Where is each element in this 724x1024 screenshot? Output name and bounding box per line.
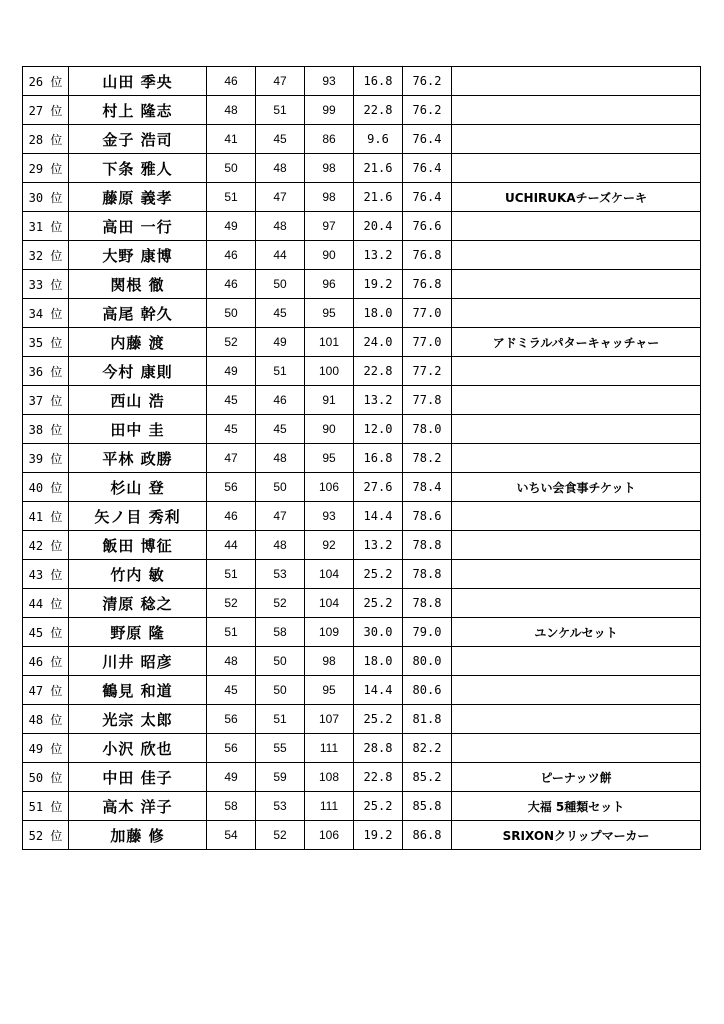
out-score-cell: 49 (207, 357, 256, 386)
prize-cell: いちい会食事チケット (452, 473, 701, 502)
player-name-cell: 山田 季央 (69, 67, 207, 96)
net-score-cell: 77.0 (403, 299, 452, 328)
gross-score-cell: 90 (305, 415, 354, 444)
prize-cell (452, 96, 701, 125)
handicap-cell: 19.2 (354, 270, 403, 299)
prize-cell (452, 676, 701, 705)
net-score-cell: 78.4 (403, 473, 452, 502)
gross-score-cell: 96 (305, 270, 354, 299)
out-score-cell: 44 (207, 531, 256, 560)
player-name-cell: 小沢 欣也 (69, 734, 207, 763)
out-score-cell: 46 (207, 67, 256, 96)
prize-cell (452, 299, 701, 328)
in-score-cell: 58 (256, 618, 305, 647)
gross-score-cell: 104 (305, 560, 354, 589)
handicap-cell: 25.2 (354, 589, 403, 618)
gross-score-cell: 97 (305, 212, 354, 241)
net-score-cell: 76.4 (403, 154, 452, 183)
rank-cell: 40 位 (23, 473, 69, 502)
rank-cell: 41 位 (23, 502, 69, 531)
player-name-cell: 下条 雅人 (69, 154, 207, 183)
prize-cell (452, 589, 701, 618)
prize-cell (452, 444, 701, 473)
table-row (23, 444, 701, 473)
net-score-cell: 76.6 (403, 212, 452, 241)
net-score-cell: 76.4 (403, 183, 452, 212)
gross-score-cell: 93 (305, 67, 354, 96)
out-score-cell: 48 (207, 647, 256, 676)
prize-cell (452, 560, 701, 589)
out-score-cell: 56 (207, 473, 256, 502)
prize-cell (452, 647, 701, 676)
in-score-cell: 48 (256, 154, 305, 183)
net-score-cell: 78.2 (403, 444, 452, 473)
net-score-cell: 85.2 (403, 763, 452, 792)
out-score-cell: 48 (207, 96, 256, 125)
handicap-cell: 13.2 (354, 241, 403, 270)
table-row (23, 792, 701, 821)
table-row (23, 125, 701, 154)
table-row (23, 328, 701, 357)
rank-cell: 32 位 (23, 241, 69, 270)
out-score-cell: 56 (207, 705, 256, 734)
out-score-cell: 46 (207, 270, 256, 299)
in-score-cell: 51 (256, 96, 305, 125)
rank-cell: 51 位 (23, 792, 69, 821)
rank-cell: 29 位 (23, 154, 69, 183)
net-score-cell: 80.0 (403, 647, 452, 676)
gross-score-cell: 95 (305, 444, 354, 473)
out-score-cell: 49 (207, 763, 256, 792)
player-name-cell: 光宗 太郎 (69, 705, 207, 734)
net-score-cell: 78.8 (403, 531, 452, 560)
gross-score-cell: 90 (305, 241, 354, 270)
net-score-cell: 76.2 (403, 67, 452, 96)
gross-score-cell: 106 (305, 821, 354, 850)
in-score-cell: 46 (256, 386, 305, 415)
player-name-cell: 中田 佳子 (69, 763, 207, 792)
gross-score-cell: 104 (305, 589, 354, 618)
net-score-cell: 78.8 (403, 589, 452, 618)
prize-cell (452, 212, 701, 241)
rank-cell: 38 位 (23, 415, 69, 444)
prize-cell: ユンケルセット (452, 618, 701, 647)
net-score-cell: 77.0 (403, 328, 452, 357)
gross-score-cell: 92 (305, 531, 354, 560)
table-row (23, 183, 701, 212)
prize-cell (452, 531, 701, 560)
handicap-cell: 25.2 (354, 705, 403, 734)
in-score-cell: 47 (256, 502, 305, 531)
gross-score-cell: 95 (305, 676, 354, 705)
in-score-cell: 45 (256, 125, 305, 154)
prize-cell (452, 386, 701, 415)
prize-cell (452, 154, 701, 183)
player-name-cell: 田中 圭 (69, 415, 207, 444)
prize-cell: UCHIRUKAチーズケーキ (452, 183, 701, 212)
net-score-cell: 82.2 (403, 734, 452, 763)
handicap-cell: 28.8 (354, 734, 403, 763)
gross-score-cell: 107 (305, 705, 354, 734)
handicap-cell: 19.2 (354, 821, 403, 850)
in-score-cell: 50 (256, 473, 305, 502)
player-name-cell: 高田 一行 (69, 212, 207, 241)
out-score-cell: 51 (207, 183, 256, 212)
handicap-cell: 24.0 (354, 328, 403, 357)
net-score-cell: 76.8 (403, 241, 452, 270)
net-score-cell: 77.2 (403, 357, 452, 386)
table-row (23, 502, 701, 531)
handicap-cell: 22.8 (354, 763, 403, 792)
in-score-cell: 49 (256, 328, 305, 357)
player-name-cell: 金子 浩司 (69, 125, 207, 154)
out-score-cell: 51 (207, 618, 256, 647)
out-score-cell: 52 (207, 589, 256, 618)
in-score-cell: 45 (256, 415, 305, 444)
table-row (23, 618, 701, 647)
gross-score-cell: 91 (305, 386, 354, 415)
gross-score-cell: 101 (305, 328, 354, 357)
rank-cell: 45 位 (23, 618, 69, 647)
table-row (23, 357, 701, 386)
rank-cell: 50 位 (23, 763, 69, 792)
net-score-cell: 86.8 (403, 821, 452, 850)
prize-cell: ピーナッツ餅 (452, 763, 701, 792)
prize-cell (452, 241, 701, 270)
rank-cell: 33 位 (23, 270, 69, 299)
rank-cell: 28 位 (23, 125, 69, 154)
in-score-cell: 50 (256, 676, 305, 705)
out-score-cell: 45 (207, 676, 256, 705)
table-row (23, 386, 701, 415)
player-name-cell: 内藤 渡 (69, 328, 207, 357)
out-score-cell: 52 (207, 328, 256, 357)
table-row (23, 821, 701, 850)
in-score-cell: 52 (256, 821, 305, 850)
prize-cell (452, 125, 701, 154)
player-name-cell: 竹内 敏 (69, 560, 207, 589)
table-row (23, 676, 701, 705)
table-row (23, 241, 701, 270)
handicap-cell: 25.2 (354, 792, 403, 821)
in-score-cell: 44 (256, 241, 305, 270)
handicap-cell: 27.6 (354, 473, 403, 502)
in-score-cell: 59 (256, 763, 305, 792)
net-score-cell: 78.0 (403, 415, 452, 444)
rank-cell: 34 位 (23, 299, 69, 328)
net-score-cell: 77.8 (403, 386, 452, 415)
in-score-cell: 48 (256, 531, 305, 560)
rank-cell: 31 位 (23, 212, 69, 241)
out-score-cell: 46 (207, 502, 256, 531)
rank-cell: 26 位 (23, 67, 69, 96)
handicap-cell: 21.6 (354, 183, 403, 212)
player-name-cell: 大野 康博 (69, 241, 207, 270)
gross-score-cell: 93 (305, 502, 354, 531)
net-score-cell: 80.6 (403, 676, 452, 705)
table-row (23, 647, 701, 676)
table-row (23, 154, 701, 183)
out-score-cell: 46 (207, 241, 256, 270)
in-score-cell: 47 (256, 67, 305, 96)
in-score-cell: 50 (256, 270, 305, 299)
prize-cell (452, 357, 701, 386)
gross-score-cell: 108 (305, 763, 354, 792)
table-row (23, 299, 701, 328)
gross-score-cell: 109 (305, 618, 354, 647)
table-row (23, 473, 701, 502)
prize-cell (452, 67, 701, 96)
table-row (23, 212, 701, 241)
rank-cell: 47 位 (23, 676, 69, 705)
gross-score-cell: 98 (305, 154, 354, 183)
rank-cell: 49 位 (23, 734, 69, 763)
rank-cell: 39 位 (23, 444, 69, 473)
player-name-cell: 清原 稔之 (69, 589, 207, 618)
out-score-cell: 54 (207, 821, 256, 850)
player-name-cell: 高尾 幹久 (69, 299, 207, 328)
gross-score-cell: 98 (305, 647, 354, 676)
player-name-cell: 平林 政勝 (69, 444, 207, 473)
in-score-cell: 51 (256, 705, 305, 734)
in-score-cell: 45 (256, 299, 305, 328)
out-score-cell: 49 (207, 212, 256, 241)
net-score-cell: 76.8 (403, 270, 452, 299)
handicap-cell: 25.2 (354, 560, 403, 589)
table-row (23, 67, 701, 96)
handicap-cell: 18.0 (354, 647, 403, 676)
handicap-cell: 13.2 (354, 386, 403, 415)
player-name-cell: 今村 康則 (69, 357, 207, 386)
rank-cell: 42 位 (23, 531, 69, 560)
results-table (22, 66, 701, 850)
handicap-cell: 18.0 (354, 299, 403, 328)
gross-score-cell: 95 (305, 299, 354, 328)
rank-cell: 52 位 (23, 821, 69, 850)
results-table-body (23, 67, 701, 850)
table-row (23, 589, 701, 618)
gross-score-cell: 99 (305, 96, 354, 125)
in-score-cell: 53 (256, 792, 305, 821)
in-score-cell: 55 (256, 734, 305, 763)
out-score-cell: 41 (207, 125, 256, 154)
prize-cell: 大福 5種類セット (452, 792, 701, 821)
out-score-cell: 45 (207, 386, 256, 415)
gross-score-cell: 111 (305, 792, 354, 821)
player-name-cell: 杉山 登 (69, 473, 207, 502)
table-row (23, 415, 701, 444)
player-name-cell: 西山 浩 (69, 386, 207, 415)
net-score-cell: 76.2 (403, 96, 452, 125)
gross-score-cell: 86 (305, 125, 354, 154)
rank-cell: 48 位 (23, 705, 69, 734)
net-score-cell: 85.8 (403, 792, 452, 821)
player-name-cell: 鶴見 和道 (69, 676, 207, 705)
prize-cell (452, 270, 701, 299)
rank-cell: 30 位 (23, 183, 69, 212)
table-row (23, 560, 701, 589)
rank-cell: 46 位 (23, 647, 69, 676)
rank-cell: 36 位 (23, 357, 69, 386)
in-score-cell: 50 (256, 647, 305, 676)
handicap-cell: 30.0 (354, 618, 403, 647)
prize-cell (452, 415, 701, 444)
net-score-cell: 81.8 (403, 705, 452, 734)
handicap-cell: 12.0 (354, 415, 403, 444)
table-row (23, 270, 701, 299)
prize-cell (452, 705, 701, 734)
player-name-cell: 野原 隆 (69, 618, 207, 647)
in-score-cell: 52 (256, 589, 305, 618)
gross-score-cell: 100 (305, 357, 354, 386)
prize-cell: アドミラルパターキャッチャー (452, 328, 701, 357)
table-row (23, 96, 701, 125)
in-score-cell: 53 (256, 560, 305, 589)
handicap-cell: 22.8 (354, 357, 403, 386)
handicap-cell: 20.4 (354, 212, 403, 241)
rank-cell: 35 位 (23, 328, 69, 357)
table-row (23, 531, 701, 560)
player-name-cell: 高木 洋子 (69, 792, 207, 821)
prize-cell (452, 502, 701, 531)
player-name-cell: 矢ノ目 秀利 (69, 502, 207, 531)
prize-cell: SRIXONクリップマーカー (452, 821, 701, 850)
handicap-cell: 21.6 (354, 154, 403, 183)
gross-score-cell: 111 (305, 734, 354, 763)
gross-score-cell: 106 (305, 473, 354, 502)
out-score-cell: 47 (207, 444, 256, 473)
net-score-cell: 79.0 (403, 618, 452, 647)
rank-cell: 37 位 (23, 386, 69, 415)
player-name-cell: 飯田 博征 (69, 531, 207, 560)
out-score-cell: 56 (207, 734, 256, 763)
player-name-cell: 村上 隆志 (69, 96, 207, 125)
handicap-cell: 9.6 (354, 125, 403, 154)
net-score-cell: 78.6 (403, 502, 452, 531)
handicap-cell: 22.8 (354, 96, 403, 125)
out-score-cell: 45 (207, 415, 256, 444)
rank-cell: 27 位 (23, 96, 69, 125)
gross-score-cell: 98 (305, 183, 354, 212)
in-score-cell: 51 (256, 357, 305, 386)
handicap-cell: 16.8 (354, 444, 403, 473)
handicap-cell: 14.4 (354, 676, 403, 705)
net-score-cell: 78.8 (403, 560, 452, 589)
table-row (23, 705, 701, 734)
rank-cell: 44 位 (23, 589, 69, 618)
out-score-cell: 50 (207, 154, 256, 183)
in-score-cell: 48 (256, 444, 305, 473)
handicap-cell: 13.2 (354, 531, 403, 560)
net-score-cell: 76.4 (403, 125, 452, 154)
player-name-cell: 加藤 修 (69, 821, 207, 850)
out-score-cell: 50 (207, 299, 256, 328)
in-score-cell: 47 (256, 183, 305, 212)
prize-cell (452, 734, 701, 763)
out-score-cell: 58 (207, 792, 256, 821)
player-name-cell: 藤原 義孝 (69, 183, 207, 212)
out-score-cell: 51 (207, 560, 256, 589)
player-name-cell: 川井 昭彦 (69, 647, 207, 676)
rank-cell: 43 位 (23, 560, 69, 589)
in-score-cell: 48 (256, 212, 305, 241)
table-row (23, 734, 701, 763)
handicap-cell: 14.4 (354, 502, 403, 531)
player-name-cell: 関根 徹 (69, 270, 207, 299)
handicap-cell: 16.8 (354, 67, 403, 96)
table-row (23, 763, 701, 792)
